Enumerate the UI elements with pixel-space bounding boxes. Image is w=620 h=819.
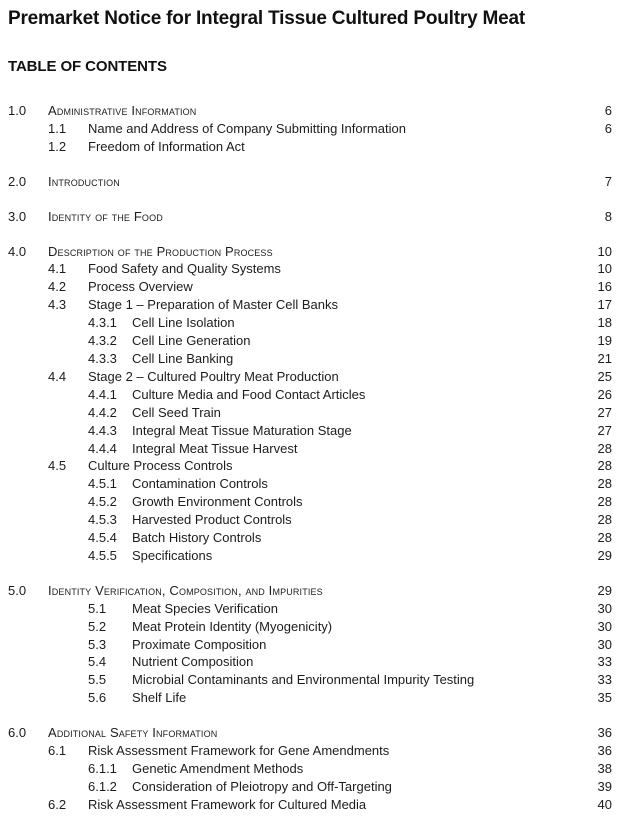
toc-entry-title: Stage 2 – Cultured Poultry Meat Production: [88, 368, 339, 384]
toc-entry-number: 4.5.2: [88, 494, 117, 510]
toc-entry-title: Microbial Contaminants and Environmental Impurity Testing: [132, 672, 475, 688]
toc-entry-title: Contamination Controls: [132, 476, 268, 492]
toc-entry-title: Description of the Production Process: [48, 243, 273, 259]
toc-entry-number: 1.2: [48, 138, 67, 154]
toc-entry-page-number: 16: [597, 279, 612, 295]
toc-entry-title: Cell Seed Train: [132, 404, 221, 420]
toc-entry-number: 5.4: [88, 654, 107, 670]
table-of-contents: [8, 102, 612, 814]
toc-entry: [8, 173, 612, 191]
toc-entry-number: 4.4.2: [88, 404, 117, 420]
toc-entry: [8, 368, 612, 386]
toc-entry-number: 6.2: [48, 796, 67, 812]
toc-entry-page-number: 10: [597, 261, 612, 277]
toc-entry-number: 4.2: [48, 279, 67, 295]
toc-entry: [8, 386, 612, 404]
toc-entry-title: Culture Media and Food Contact Articles: [132, 386, 366, 402]
toc-entry-title: Risk Assessment Framework for Gene Amendments: [88, 743, 390, 759]
toc-heading: TABLE OF CONTENTS: [8, 58, 167, 75]
toc-entry-page-number: 17: [597, 297, 612, 313]
toc-entry: [8, 511, 612, 529]
toc-entry-number: 3.0: [8, 208, 27, 224]
toc-entry-title: Stage 1 – Preparation of Master Cell Banks: [88, 297, 339, 313]
toc-entry-page-number: 25: [597, 368, 612, 384]
toc-entry-title: Harvested Product Controls: [132, 512, 292, 528]
toc-entry-number: 2.0: [8, 173, 27, 189]
toc-entry-title: Cell Line Generation: [132, 333, 251, 349]
toc-entry-number: 6.1.2: [88, 778, 117, 794]
toc-entry-page-number: 33: [597, 654, 612, 670]
toc-entry-title: Cell Line Isolation: [132, 315, 235, 331]
toc-entry-page-number: 28: [597, 494, 612, 510]
toc-entry: [8, 102, 612, 120]
toc-entry-title: Proximate Composition: [132, 636, 267, 652]
toc-entry-number: 5.6: [88, 690, 107, 706]
toc-entry-number: 6.1.1: [88, 761, 117, 776]
toc-entry-page-number: 28: [597, 512, 612, 528]
toc-entry: [8, 493, 612, 511]
toc-entry: [8, 582, 612, 600]
toc-entry: [8, 208, 612, 226]
toc-entry: [8, 350, 612, 368]
toc-entry-page-number: 10: [597, 243, 612, 259]
toc-entry-title: Risk Assessment Framework for Cultured Media: [88, 796, 367, 812]
toc-entry: [8, 742, 612, 760]
toc-entry-page-number: 19: [597, 333, 612, 349]
toc-entry-number: 4.3.2: [88, 333, 117, 349]
toc-entry-page-number: 8: [604, 208, 612, 224]
toc-entry-title: Integral Meat Tissue Harvest: [132, 440, 298, 456]
toc-entry-number: 4.5.3: [88, 512, 117, 528]
toc-entry-page-number: 6: [604, 103, 612, 118]
toc-entry: [8, 796, 612, 814]
toc-entry-page-number: 36: [597, 725, 612, 741]
toc-entry: [8, 653, 612, 671]
toc-entry-title: Meat Species Verification: [132, 600, 278, 616]
toc-entry-title: Name and Address of Company Submitting Information: [88, 120, 406, 136]
toc-section: [8, 208, 612, 226]
toc-section: [8, 724, 612, 814]
toc-entry-page-number: 30: [597, 636, 612, 652]
toc-entry-number: 4.5: [48, 458, 67, 474]
toc-entry: [8, 760, 612, 778]
toc-entry-page-number: 30: [597, 600, 612, 616]
toc-entry: [8, 671, 612, 689]
toc-entry-number: 5.5: [88, 672, 107, 688]
toc-entry-number: 4.3.1: [88, 315, 117, 331]
toc-section: [8, 243, 612, 565]
toc-entry: [8, 314, 612, 332]
toc-entry-title: Freedom of Information Act: [88, 138, 245, 154]
toc-entry-title: Batch History Controls: [132, 530, 262, 546]
toc-entry-page-number: 29: [597, 582, 612, 598]
toc-entry-page-number: 35: [597, 690, 612, 706]
toc-entry-page-number: 28: [597, 476, 612, 492]
toc-entry-page-number: 40: [597, 796, 612, 812]
toc-entry-number: 5.3: [88, 636, 107, 652]
toc-entry-number: 4.4: [48, 368, 67, 384]
toc-entry-title: Identity of the Food: [48, 208, 163, 224]
toc-entry-number: 4.4.1: [88, 386, 117, 402]
toc-entry-page-number: 21: [597, 350, 612, 366]
toc-entry-number: 5.2: [88, 618, 107, 634]
toc-entry-page-number: 28: [597, 458, 612, 474]
toc-entry-title: Process Overview: [88, 279, 193, 295]
toc-entry-title: Consideration of Pleiotropy and Off-Targeting: [132, 778, 392, 794]
toc-entry-title: Additional Safety Information: [48, 725, 218, 741]
toc-entry-title: Cell Line Banking: [132, 350, 234, 366]
toc-entry-number: 4.3.3: [88, 350, 117, 366]
toc-entry: [8, 475, 612, 493]
toc-section: [8, 582, 612, 707]
toc-entry-title: Administrative Information: [48, 103, 197, 118]
toc-entry-number: 1.1: [48, 120, 67, 136]
document-title: Premarket Notice for Integral Tissue Cultured Poultry Meat: [8, 8, 526, 29]
toc-entry-title: Meat Protein Identity (Myogenicity): [132, 618, 333, 634]
toc-entry: [8, 138, 612, 156]
toc-entry-number: 4.5.5: [88, 547, 117, 563]
toc-entry-page-number: 27: [597, 422, 612, 438]
toc-entry-number: 5.1: [88, 600, 107, 616]
toc-entry-title: Integral Meat Tissue Maturation Stage: [132, 422, 352, 438]
toc-entry-number: 1.0: [8, 103, 27, 118]
toc-entry: [8, 547, 612, 565]
toc-entry-title: Genetic Amendment Methods: [132, 761, 304, 776]
toc-entry: [8, 457, 612, 475]
toc-entry-number: 6.1: [48, 743, 67, 759]
toc-entry-page-number: 6: [604, 120, 612, 136]
toc-entry: [8, 332, 612, 350]
toc-entry-number: 4.0: [8, 243, 27, 259]
toc-entry-number: 4.4.4: [88, 440, 117, 456]
toc-entry-title: Culture Process Controls: [88, 458, 233, 474]
toc-entry-title: Food Safety and Quality Systems: [88, 261, 281, 277]
toc-entry: [8, 600, 612, 618]
toc-entry-title: Shelf Life: [132, 690, 187, 706]
toc-entry-title: Specifications: [132, 547, 213, 563]
toc-entry: [8, 422, 612, 440]
toc-entry: [8, 724, 612, 742]
toc-entry-page-number: 38: [597, 761, 612, 776]
toc-entry-number: 5.0: [8, 582, 27, 598]
toc-entry-number: 4.4.3: [88, 422, 117, 438]
toc-entry: [8, 440, 612, 458]
toc-entry: [8, 689, 612, 707]
toc-entry: [8, 404, 612, 422]
toc-entry: [8, 278, 612, 296]
toc-entry-title: Growth Environment Controls: [132, 494, 303, 510]
toc-entry-page-number: 27: [597, 404, 612, 420]
toc-entry-page-number: 28: [597, 440, 612, 456]
toc-entry: [8, 120, 612, 138]
toc-entry-number: 4.1: [48, 261, 67, 277]
toc-entry: [8, 260, 612, 278]
toc-entry-title: Nutrient Composition: [132, 654, 254, 670]
toc-entry-page-number: 29: [597, 547, 612, 563]
toc-section: [8, 173, 612, 191]
toc-entry-page-number: 18: [597, 315, 612, 331]
toc-entry: [8, 618, 612, 636]
toc-entry-page-number: 39: [597, 778, 612, 794]
toc-entry: [8, 296, 612, 314]
toc-entry-number: 6.0: [8, 725, 27, 741]
toc-entry-page-number: 33: [597, 672, 612, 688]
toc-entry-page-number: 26: [597, 386, 612, 402]
toc-entry-page-number: 36: [597, 743, 612, 759]
toc-entry-number: 4.5.1: [88, 476, 117, 492]
toc-entry-title: Introduction: [48, 173, 120, 189]
toc-entry: [8, 529, 612, 547]
toc-entry-page-number: 28: [597, 530, 612, 546]
toc-entry-page-number: 30: [597, 618, 612, 634]
toc-entry: [8, 636, 612, 654]
toc-section: [8, 102, 612, 156]
toc-entry-number: 4.3: [48, 297, 67, 313]
toc-entry-number: 4.5.4: [88, 530, 117, 546]
toc-entry: [8, 243, 612, 261]
toc-entry-page-number: 7: [604, 173, 612, 189]
toc-entry-title: Identity Verification, Composition, and Impurities: [48, 582, 323, 598]
toc-entry: [8, 778, 612, 796]
